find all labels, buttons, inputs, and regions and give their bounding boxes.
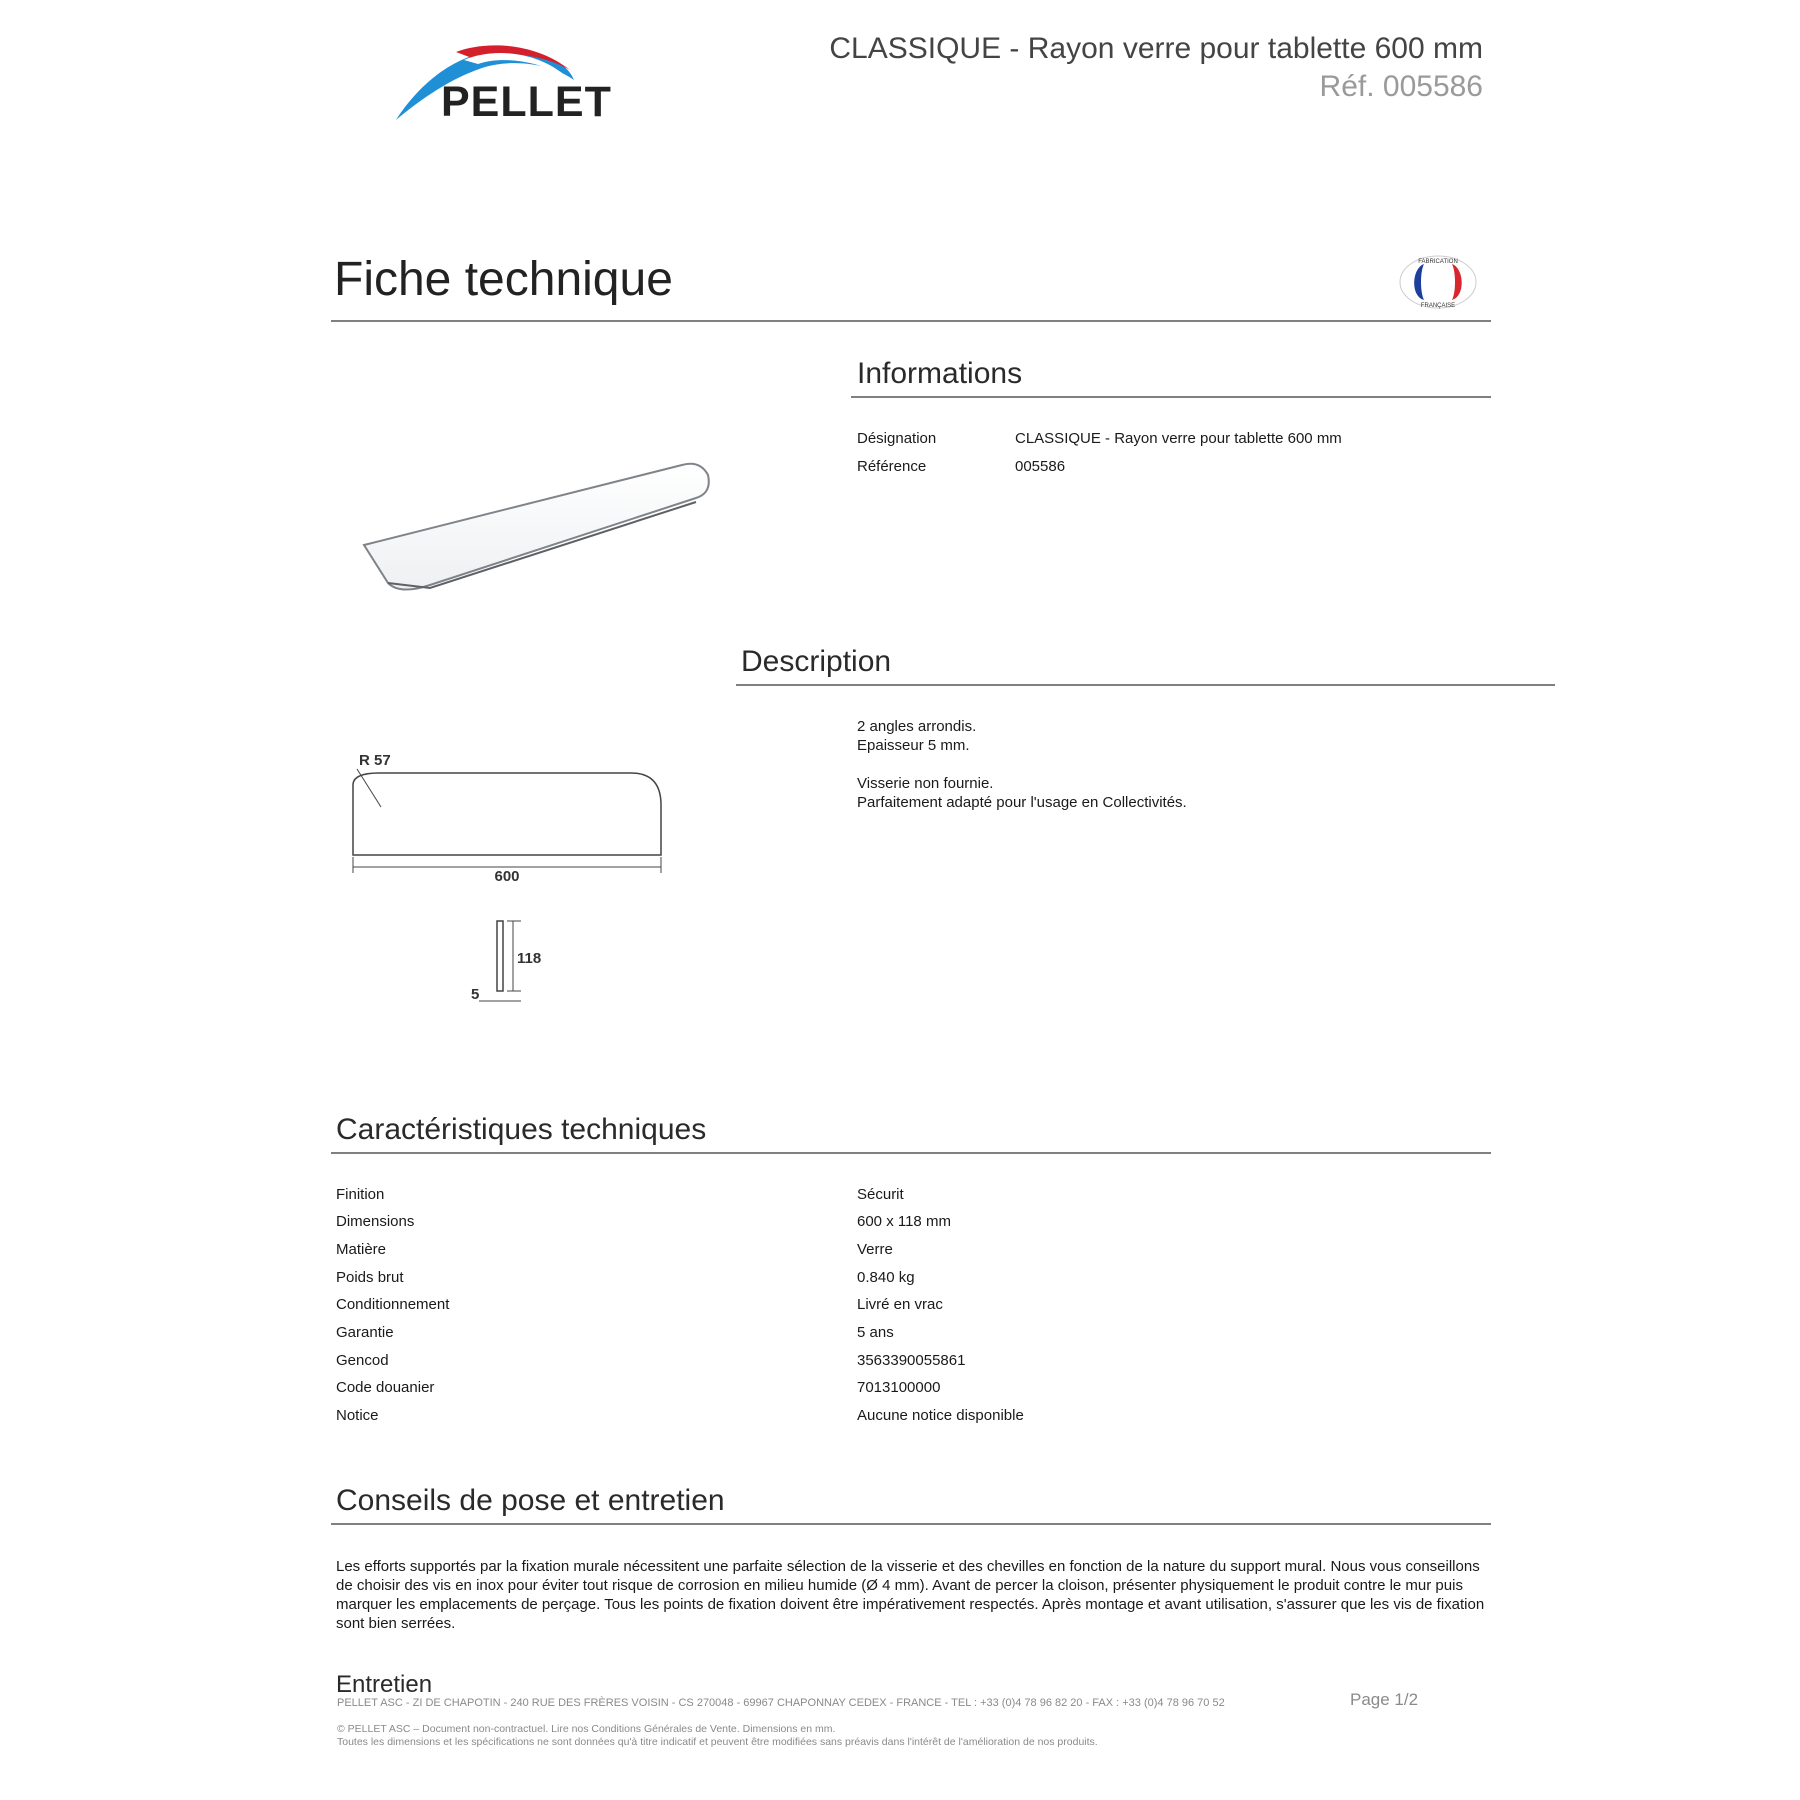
fabrication-francaise-badge xyxy=(1398,254,1478,309)
spec-value: 600 x 118 mm xyxy=(857,1213,951,1230)
conseils-divider xyxy=(331,1523,1491,1525)
height-label: 118 xyxy=(517,950,542,967)
technical-drawing xyxy=(345,745,675,1025)
spec-value: 5 ans xyxy=(857,1324,894,1341)
description-spacer xyxy=(857,755,1187,774)
product-reference: Réf. 005586 xyxy=(1319,70,1483,103)
spec-value: 0.840 kg xyxy=(857,1269,915,1286)
caracteristiques-divider xyxy=(331,1152,1491,1154)
badge-top-text: FABRICATION xyxy=(1418,259,1458,265)
spec-value: 3563390055861 xyxy=(857,1352,966,1369)
info-value: CLASSIQUE - Rayon verre pour tablette 600 mm xyxy=(1015,430,1342,447)
footer-copyright xyxy=(337,1723,1098,1749)
description-text xyxy=(857,717,1187,812)
page-number: Page 1/2 xyxy=(1350,1690,1419,1709)
page-title: Fiche technique xyxy=(334,253,673,306)
spec-label: Gencod xyxy=(336,1352,389,1369)
dimension-drawing-icon xyxy=(345,745,675,1025)
description-title: Description xyxy=(741,645,892,678)
logo-text: PELLET xyxy=(441,78,612,126)
conseils-title: Conseils de pose et entretien xyxy=(336,1484,725,1517)
description-line: Epaisseur 5 mm. xyxy=(857,737,970,754)
spec-label: Code douanier xyxy=(336,1379,435,1396)
product-title: CLASSIQUE - Rayon verre pour tablette 600 mm xyxy=(829,32,1483,65)
spec-label: Matière xyxy=(336,1241,387,1258)
spec-label: Finition xyxy=(336,1186,385,1203)
spec-value: Livré en vrac xyxy=(857,1296,943,1313)
description-divider xyxy=(736,684,1555,686)
spec-label: Poids brut xyxy=(336,1269,404,1286)
informations-title: Informations xyxy=(857,357,1023,390)
glass-shelf-illustration xyxy=(360,355,710,695)
copyright-line: Toutes les dimensions et les spécifications ne sont données qu'à titre indicatif et peuvent être modifiées sans préavis dans l'intérêt de l'amélioration de nos produits. xyxy=(337,1736,1098,1748)
spec-value: Verre xyxy=(857,1241,893,1258)
product-image xyxy=(360,355,710,695)
description-line: Parfaitement adapté pour l'usage en Collectivités. xyxy=(857,794,1187,811)
info-value: 005586 xyxy=(1015,458,1066,475)
description-line: Visserie non fournie. xyxy=(857,775,994,792)
spec-value: Sécurit xyxy=(857,1186,904,1203)
radius-label: R 57 xyxy=(359,752,391,769)
info-label: Référence xyxy=(857,458,927,475)
spec-value: Aucune notice disponible xyxy=(857,1407,1024,1424)
badge-bottom-text: FRANÇAISE xyxy=(1420,303,1456,309)
caracteristiques-title: Caractéristiques techniques xyxy=(336,1113,707,1146)
conseils-text: Les efforts supportés par la fixation murale nécessitent une parfaite sélection de la visserie et des chevilles en fonction de la nature du support mural. Nous vous conseillons de choisir des vis en inox pour éviter tout risque de corrosion en milieu humide (Ø 4 mm). Avant de percer la cloison, présenter physiquement le produit contre le mur puis marquer les emplacements de perçage. Tous les points de fixation doivent être impérativement respectés. Après montage et avant utilisation, s'assurer que les vis de fixation sont bien serrées. xyxy=(336,1558,1485,1632)
copyright-line: © PELLET ASC – Document non-contractuel. Lire nos Conditions Générales de Vente. Dimensions en mm. xyxy=(337,1723,836,1735)
page-title-divider xyxy=(331,320,1491,322)
description-line: 2 angles arrondis. xyxy=(857,718,977,735)
footer-address: PELLET ASC - ZI DE CHAPOTIN - 240 RUE DES FRÈRES VOISIN - CS 270048 - 69967 CHAPONNAY CEDEX - FRANCE - TEL : +33 (0)4 78 96 82 20 - FAX : +33 (0)4 78 96 70 52 xyxy=(337,1697,1225,1709)
entretien-title: Entretien xyxy=(336,1671,433,1698)
informations-divider xyxy=(851,396,1491,398)
spec-label: Garantie xyxy=(336,1324,394,1341)
length-label: 600 xyxy=(494,868,520,885)
spec-label: Conditionnement xyxy=(336,1296,450,1313)
thickness-label: 5 xyxy=(471,986,480,1003)
spec-label: Notice xyxy=(336,1407,379,1424)
french-flag-icon xyxy=(1398,254,1478,309)
spec-label: Dimensions xyxy=(336,1213,415,1230)
info-label: Désignation xyxy=(857,430,937,447)
spec-value: 7013100000 xyxy=(857,1379,941,1396)
